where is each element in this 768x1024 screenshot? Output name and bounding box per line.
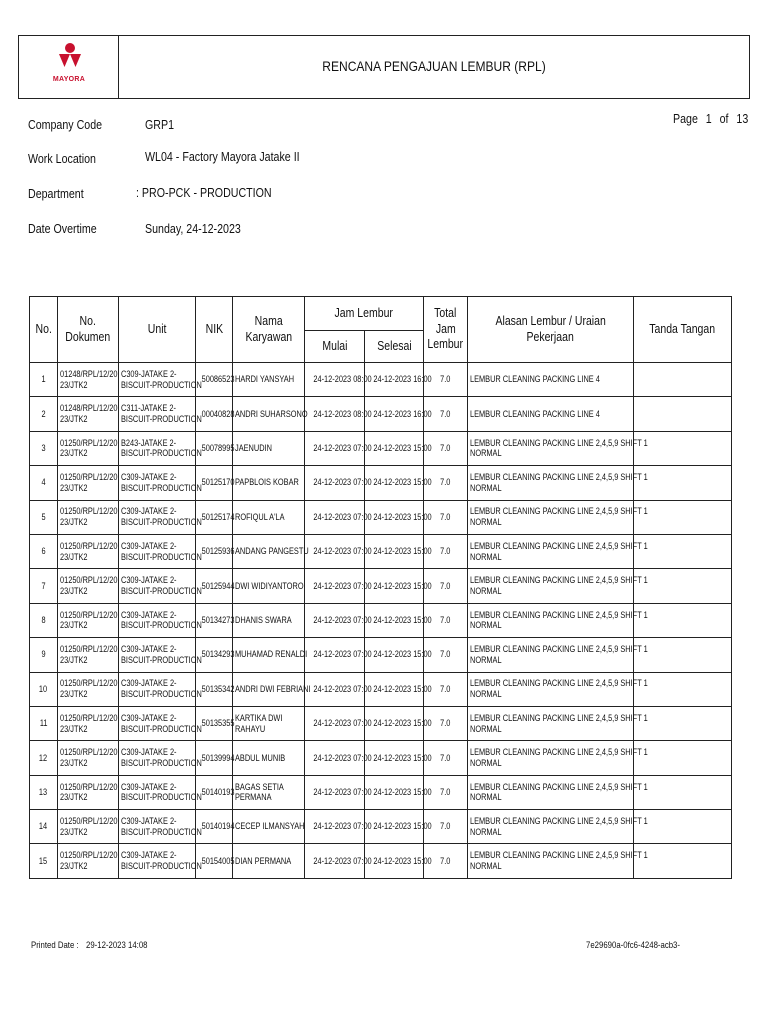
cell-no: 1 — [30, 363, 58, 397]
cell-tanda-tangan[interactable] — [634, 706, 732, 740]
cell-unit: C309-JATAKE 2- BISCUIT-PRODUCTION — [119, 775, 196, 809]
cell-nama-karyawan: ABDUL MUNIB — [233, 741, 305, 775]
cell-selesai: 24-12-2023 15:00 — [365, 569, 424, 603]
cell-no: 7 — [30, 569, 58, 603]
cell-no-dokumen: 01250/RPL/12/20 23/JTK2 — [58, 431, 119, 465]
cell-tanda-tangan[interactable] — [634, 844, 732, 878]
cell-alasan-lembur: LEMBUR CLEANING PACKING LINE 2,4,5,9 SHIFT 1 NORMAL — [468, 500, 634, 534]
cell-mulai: 24-12-2023 08:00 — [305, 397, 365, 431]
date-overtime-label: Date Overtime — [28, 221, 97, 236]
cell-unit: C309-JATAKE 2- BISCUIT-PRODUCTION — [119, 844, 196, 878]
table-row — [30, 810, 732, 844]
cell-mulai: 24-12-2023 07:00 — [305, 810, 365, 844]
cell-nama-karyawan: BAGAS SETIA PERMANA — [233, 775, 305, 809]
cell-mulai: 24-12-2023 07:00 — [305, 844, 365, 878]
cell-alasan-lembur: LEMBUR CLEANING PACKING LINE 4 — [468, 397, 634, 431]
table-row — [30, 741, 732, 775]
document-title: RENCANA PENGAJUAN LEMBUR (RPL) — [322, 58, 546, 74]
table-row — [30, 775, 732, 809]
work-location-label: Work Location — [28, 151, 96, 166]
cell-alasan-lembur: LEMBUR CLEANING PACKING LINE 2,4,5,9 SHIFT 1 NORMAL — [468, 603, 634, 637]
cell-total-jam: 7.0 — [424, 534, 468, 568]
cell-selesai: 24-12-2023 15:00 — [365, 706, 424, 740]
cell-no-dokumen: 01250/RPL/12/20 23/JTK2 — [58, 638, 119, 672]
page-current: 1 — [705, 111, 712, 126]
cell-nik: 50140194 — [196, 810, 233, 844]
cell-total-jam: 7.0 — [424, 569, 468, 603]
cell-nama-karyawan: ANDRI SUHARSONO — [233, 397, 305, 431]
cell-no: 9 — [30, 638, 58, 672]
cell-total-jam: 7.0 — [424, 706, 468, 740]
cell-nik: 50078995 — [196, 431, 233, 465]
cell-nama-karyawan: KARTIKA DWI RAHAYU — [233, 706, 305, 740]
header-jam-lembur: Jam Lembur — [305, 297, 424, 331]
cell-total-jam: 7.0 — [424, 603, 468, 637]
work-location-value: WL04 - Factory Mayora Jatake II — [145, 149, 300, 164]
cell-nik: 50125944 — [196, 569, 233, 603]
cell-tanda-tangan[interactable] — [634, 741, 732, 775]
cell-alasan-lembur: LEMBUR CLEANING PACKING LINE 2,4,5,9 SHIFT 1 NORMAL — [468, 638, 634, 672]
cell-nama-karyawan: PAPBLOIS KOBAR — [233, 466, 305, 500]
cell-tanda-tangan[interactable] — [634, 363, 732, 397]
cell-unit: C309-JATAKE 2- BISCUIT-PRODUCTION — [119, 706, 196, 740]
department-value: : PRO-PCK - PRODUCTION — [136, 185, 272, 200]
cell-no: 10 — [30, 672, 58, 706]
cell-unit: C309-JATAKE 2- BISCUIT-PRODUCTION — [119, 363, 196, 397]
cell-nik: 50125170 — [196, 466, 233, 500]
cell-nik: 50134293 — [196, 638, 233, 672]
cell-nama-karyawan: HARDI YANSYAH — [233, 363, 305, 397]
table-row — [30, 706, 732, 740]
cell-selesai: 24-12-2023 15:00 — [365, 534, 424, 568]
cell-unit: C309-JATAKE 2- BISCUIT-PRODUCTION — [119, 534, 196, 568]
header-no: No. — [30, 297, 58, 363]
company-logo — [19, 36, 119, 98]
cell-mulai: 24-12-2023 08:00 — [305, 363, 365, 397]
table-row — [30, 844, 732, 878]
cell-selesai: 24-12-2023 16:00 — [365, 397, 424, 431]
cell-mulai: 24-12-2023 07:00 — [305, 775, 365, 809]
cell-mulai: 24-12-2023 07:00 — [305, 466, 365, 500]
cell-total-jam: 7.0 — [424, 397, 468, 431]
header-unit: Unit — [119, 297, 196, 363]
cell-no: 4 — [30, 466, 58, 500]
cell-selesai: 24-12-2023 15:00 — [365, 810, 424, 844]
cell-unit: C309-JATAKE 2- BISCUIT-PRODUCTION — [119, 810, 196, 844]
cell-nik: 50125936 — [196, 534, 233, 568]
header-no-dokumen: No. Dokumen — [58, 297, 119, 363]
cell-tanda-tangan[interactable] — [634, 603, 732, 637]
cell-no: 14 — [30, 810, 58, 844]
cell-mulai: 24-12-2023 07:00 — [305, 534, 365, 568]
cell-tanda-tangan[interactable] — [634, 810, 732, 844]
cell-nik: 50139994 — [196, 741, 233, 775]
cell-alasan-lembur: LEMBUR CLEANING PACKING LINE 2,4,5,9 SHIFT 1 NORMAL — [468, 431, 634, 465]
printed-date-label: Printed Date : — [31, 940, 79, 951]
page-total: 13 — [736, 111, 749, 126]
cell-unit: C309-JATAKE 2- BISCUIT-PRODUCTION — [119, 569, 196, 603]
cell-tanda-tangan[interactable] — [634, 397, 732, 431]
cell-selesai: 24-12-2023 15:00 — [365, 431, 424, 465]
cell-no: 5 — [30, 500, 58, 534]
cell-selesai: 24-12-2023 15:00 — [365, 741, 424, 775]
table-row — [30, 569, 732, 603]
company-code-label: Company Code — [28, 117, 103, 132]
cell-alasan-lembur: LEMBUR CLEANING PACKING LINE 2,4,5,9 SHIFT 1 NORMAL — [468, 741, 634, 775]
table-row — [30, 534, 732, 568]
cell-tanda-tangan[interactable] — [634, 775, 732, 809]
cell-no-dokumen: 01250/RPL/12/20 23/JTK2 — [58, 706, 119, 740]
cell-nik: 50140193 — [196, 775, 233, 809]
cell-nama-karyawan: JAENUDIN — [233, 431, 305, 465]
cell-tanda-tangan[interactable] — [634, 569, 732, 603]
cell-mulai: 24-12-2023 07:00 — [305, 569, 365, 603]
cell-alasan-lembur: LEMBUR CLEANING PACKING LINE 2,4,5,9 SHIFT 1 NORMAL — [468, 706, 634, 740]
cell-no: 2 — [30, 397, 58, 431]
cell-no-dokumen: 01250/RPL/12/20 23/JTK2 — [58, 500, 119, 534]
cell-mulai: 24-12-2023 07:00 — [305, 431, 365, 465]
cell-tanda-tangan[interactable] — [634, 672, 732, 706]
cell-unit: C309-JATAKE 2- BISCUIT-PRODUCTION — [119, 741, 196, 775]
cell-nama-karyawan: ROFIQUL A'LA — [233, 500, 305, 534]
cell-no: 11 — [30, 706, 58, 740]
header-mulai: Mulai — [305, 331, 365, 363]
cell-tanda-tangan[interactable] — [634, 534, 732, 568]
page-label: Page — [673, 111, 698, 126]
cell-unit: C309-JATAKE 2- BISCUIT-PRODUCTION — [119, 500, 196, 534]
table-row — [30, 431, 732, 465]
cell-total-jam: 7.0 — [424, 431, 468, 465]
cell-tanda-tangan[interactable] — [634, 500, 732, 534]
cell-no-dokumen: 01250/RPL/12/20 23/JTK2 — [58, 569, 119, 603]
cell-nik: 50134273 — [196, 603, 233, 637]
page-indicator — [673, 111, 753, 126]
cell-unit: B243-JATAKE 2- BISCUIT-PRODUCTION — [119, 431, 196, 465]
cell-nik: 50135355 — [196, 706, 233, 740]
cell-unit: C309-JATAKE 2- BISCUIT-PRODUCTION — [119, 466, 196, 500]
cell-no: 12 — [30, 741, 58, 775]
cell-nama-karyawan: DIAN PERMANA — [233, 844, 305, 878]
cell-unit: C309-JATAKE 2- BISCUIT-PRODUCTION — [119, 638, 196, 672]
header-total-jam-lembur: Total Jam Lembur — [424, 297, 468, 363]
cell-tanda-tangan[interactable] — [634, 466, 732, 500]
cell-no: 6 — [30, 534, 58, 568]
header-alasan-lembur: Alasan Lembur / Uraian Pekerjaan — [468, 297, 634, 363]
cell-selesai: 24-12-2023 16:00 — [365, 363, 424, 397]
cell-selesai: 24-12-2023 15:00 — [365, 603, 424, 637]
cell-selesai: 24-12-2023 15:00 — [365, 672, 424, 706]
date-overtime-value: Sunday, 24-12-2023 — [145, 221, 241, 236]
mayora-logo-icon — [57, 42, 83, 68]
table-row — [30, 500, 732, 534]
header-nama-karyawan: Nama Karyawan — [233, 297, 305, 363]
cell-unit: C309-JATAKE 2- BISCUIT-PRODUCTION — [119, 603, 196, 637]
cell-tanda-tangan[interactable] — [634, 431, 732, 465]
cell-mulai: 24-12-2023 07:00 — [305, 638, 365, 672]
cell-no-dokumen: 01250/RPL/12/20 23/JTK2 — [58, 672, 119, 706]
cell-total-jam: 7.0 — [424, 466, 468, 500]
cell-selesai: 24-12-2023 15:00 — [365, 775, 424, 809]
document-hash: 7e29690a-0fc6-4248-acb3- — [586, 940, 680, 951]
cell-no: 3 — [30, 431, 58, 465]
cell-no: 8 — [30, 603, 58, 637]
table-row — [30, 672, 732, 706]
cell-no-dokumen: 01250/RPL/12/20 23/JTK2 — [58, 534, 119, 568]
cell-nama-karyawan: DHANIS SWARA — [233, 603, 305, 637]
cell-total-jam: 7.0 — [424, 775, 468, 809]
cell-total-jam: 7.0 — [424, 844, 468, 878]
cell-unit: C309-JATAKE 2- BISCUIT-PRODUCTION — [119, 672, 196, 706]
table-row — [30, 466, 732, 500]
cell-nik: 50086523 — [196, 363, 233, 397]
cell-nik: 50154005 — [196, 844, 233, 878]
logo-text: MAYORA — [52, 76, 86, 83]
cell-nama-karyawan: DWI WIDIYANTORO — [233, 569, 305, 603]
cell-total-jam: 7.0 — [424, 638, 468, 672]
cell-nama-karyawan: ANDRI DWI FEBRIANI — [233, 672, 305, 706]
cell-alasan-lembur: LEMBUR CLEANING PACKING LINE 2,4,5,9 SHIFT 1 NORMAL — [468, 534, 634, 568]
cell-nama-karyawan: MUHAMAD RENALDI — [233, 638, 305, 672]
cell-nama-karyawan: CECEP ILMANSYAH — [233, 810, 305, 844]
cell-alasan-lembur: LEMBUR CLEANING PACKING LINE 2,4,5,9 SHIFT 1 NORMAL — [468, 466, 634, 500]
cell-nik: 50125174 — [196, 500, 233, 534]
cell-no-dokumen: 01250/RPL/12/20 23/JTK2 — [58, 844, 119, 878]
cell-mulai: 24-12-2023 07:00 — [305, 603, 365, 637]
header-nik: NIK — [196, 297, 233, 363]
cell-nama-karyawan: ANDANG PANGESTU — [233, 534, 305, 568]
cell-nik: 00040828 — [196, 397, 233, 431]
table-row — [30, 603, 732, 637]
company-code-value: GRP1 — [145, 117, 175, 132]
cell-alasan-lembur: LEMBUR CLEANING PACKING LINE 2,4,5,9 SHIFT 1 NORMAL — [468, 844, 634, 878]
cell-no: 15 — [30, 844, 58, 878]
cell-no-dokumen: 01250/RPL/12/20 23/JTK2 — [58, 466, 119, 500]
cell-alasan-lembur: LEMBUR CLEANING PACKING LINE 2,4,5,9 SHIFT 1 NORMAL — [468, 810, 634, 844]
document-header — [18, 35, 750, 99]
cell-alasan-lembur: LEMBUR CLEANING PACKING LINE 2,4,5,9 SHIFT 1 NORMAL — [468, 775, 634, 809]
header-tanda-tangan: Tanda Tangan — [634, 297, 732, 363]
cell-no-dokumen: 01248/RPL/12/20 23/JTK2 — [58, 363, 119, 397]
cell-mulai: 24-12-2023 07:00 — [305, 672, 365, 706]
cell-no-dokumen: 01250/RPL/12/20 23/JTK2 — [58, 603, 119, 637]
cell-selesai: 24-12-2023 15:00 — [365, 844, 424, 878]
cell-total-jam: 7.0 — [424, 741, 468, 775]
overtime-table — [29, 296, 732, 879]
cell-no: 13 — [30, 775, 58, 809]
table-row — [30, 363, 732, 397]
cell-nik: 50135342 — [196, 672, 233, 706]
cell-alasan-lembur: LEMBUR CLEANING PACKING LINE 2,4,5,9 SHIFT 1 NORMAL — [468, 569, 634, 603]
cell-total-jam: 7.0 — [424, 810, 468, 844]
cell-selesai: 24-12-2023 15:00 — [365, 500, 424, 534]
cell-mulai: 24-12-2023 07:00 — [305, 741, 365, 775]
cell-alasan-lembur: LEMBUR CLEANING PACKING LINE 2,4,5,9 SHIFT 1 NORMAL — [468, 672, 634, 706]
cell-tanda-tangan[interactable] — [634, 638, 732, 672]
cell-mulai: 24-12-2023 07:00 — [305, 500, 365, 534]
cell-no-dokumen: 01250/RPL/12/20 23/JTK2 — [58, 775, 119, 809]
printed-date-value: 29-12-2023 14:08 — [86, 940, 148, 951]
department-label: Department — [28, 186, 84, 201]
cell-alasan-lembur: LEMBUR CLEANING PACKING LINE 4 — [468, 363, 634, 397]
cell-total-jam: 7.0 — [424, 500, 468, 534]
table-row — [30, 638, 732, 672]
cell-total-jam: 7.0 — [424, 672, 468, 706]
cell-no-dokumen: 01250/RPL/12/20 23/JTK2 — [58, 810, 119, 844]
table-row — [30, 397, 732, 431]
cell-mulai: 24-12-2023 07:00 — [305, 706, 365, 740]
cell-selesai: 24-12-2023 15:00 — [365, 466, 424, 500]
cell-selesai: 24-12-2023 15:00 — [365, 638, 424, 672]
cell-no-dokumen: 01250/RPL/12/20 23/JTK2 — [58, 741, 119, 775]
header-selesai: Selesai — [365, 331, 424, 363]
cell-no-dokumen: 01248/RPL/12/20 23/JTK2 — [58, 397, 119, 431]
cell-unit: C311-JATAKE 2- BISCUIT-PRODUCTION — [119, 397, 196, 431]
cell-total-jam: 7.0 — [424, 363, 468, 397]
page-of: of — [719, 111, 729, 126]
